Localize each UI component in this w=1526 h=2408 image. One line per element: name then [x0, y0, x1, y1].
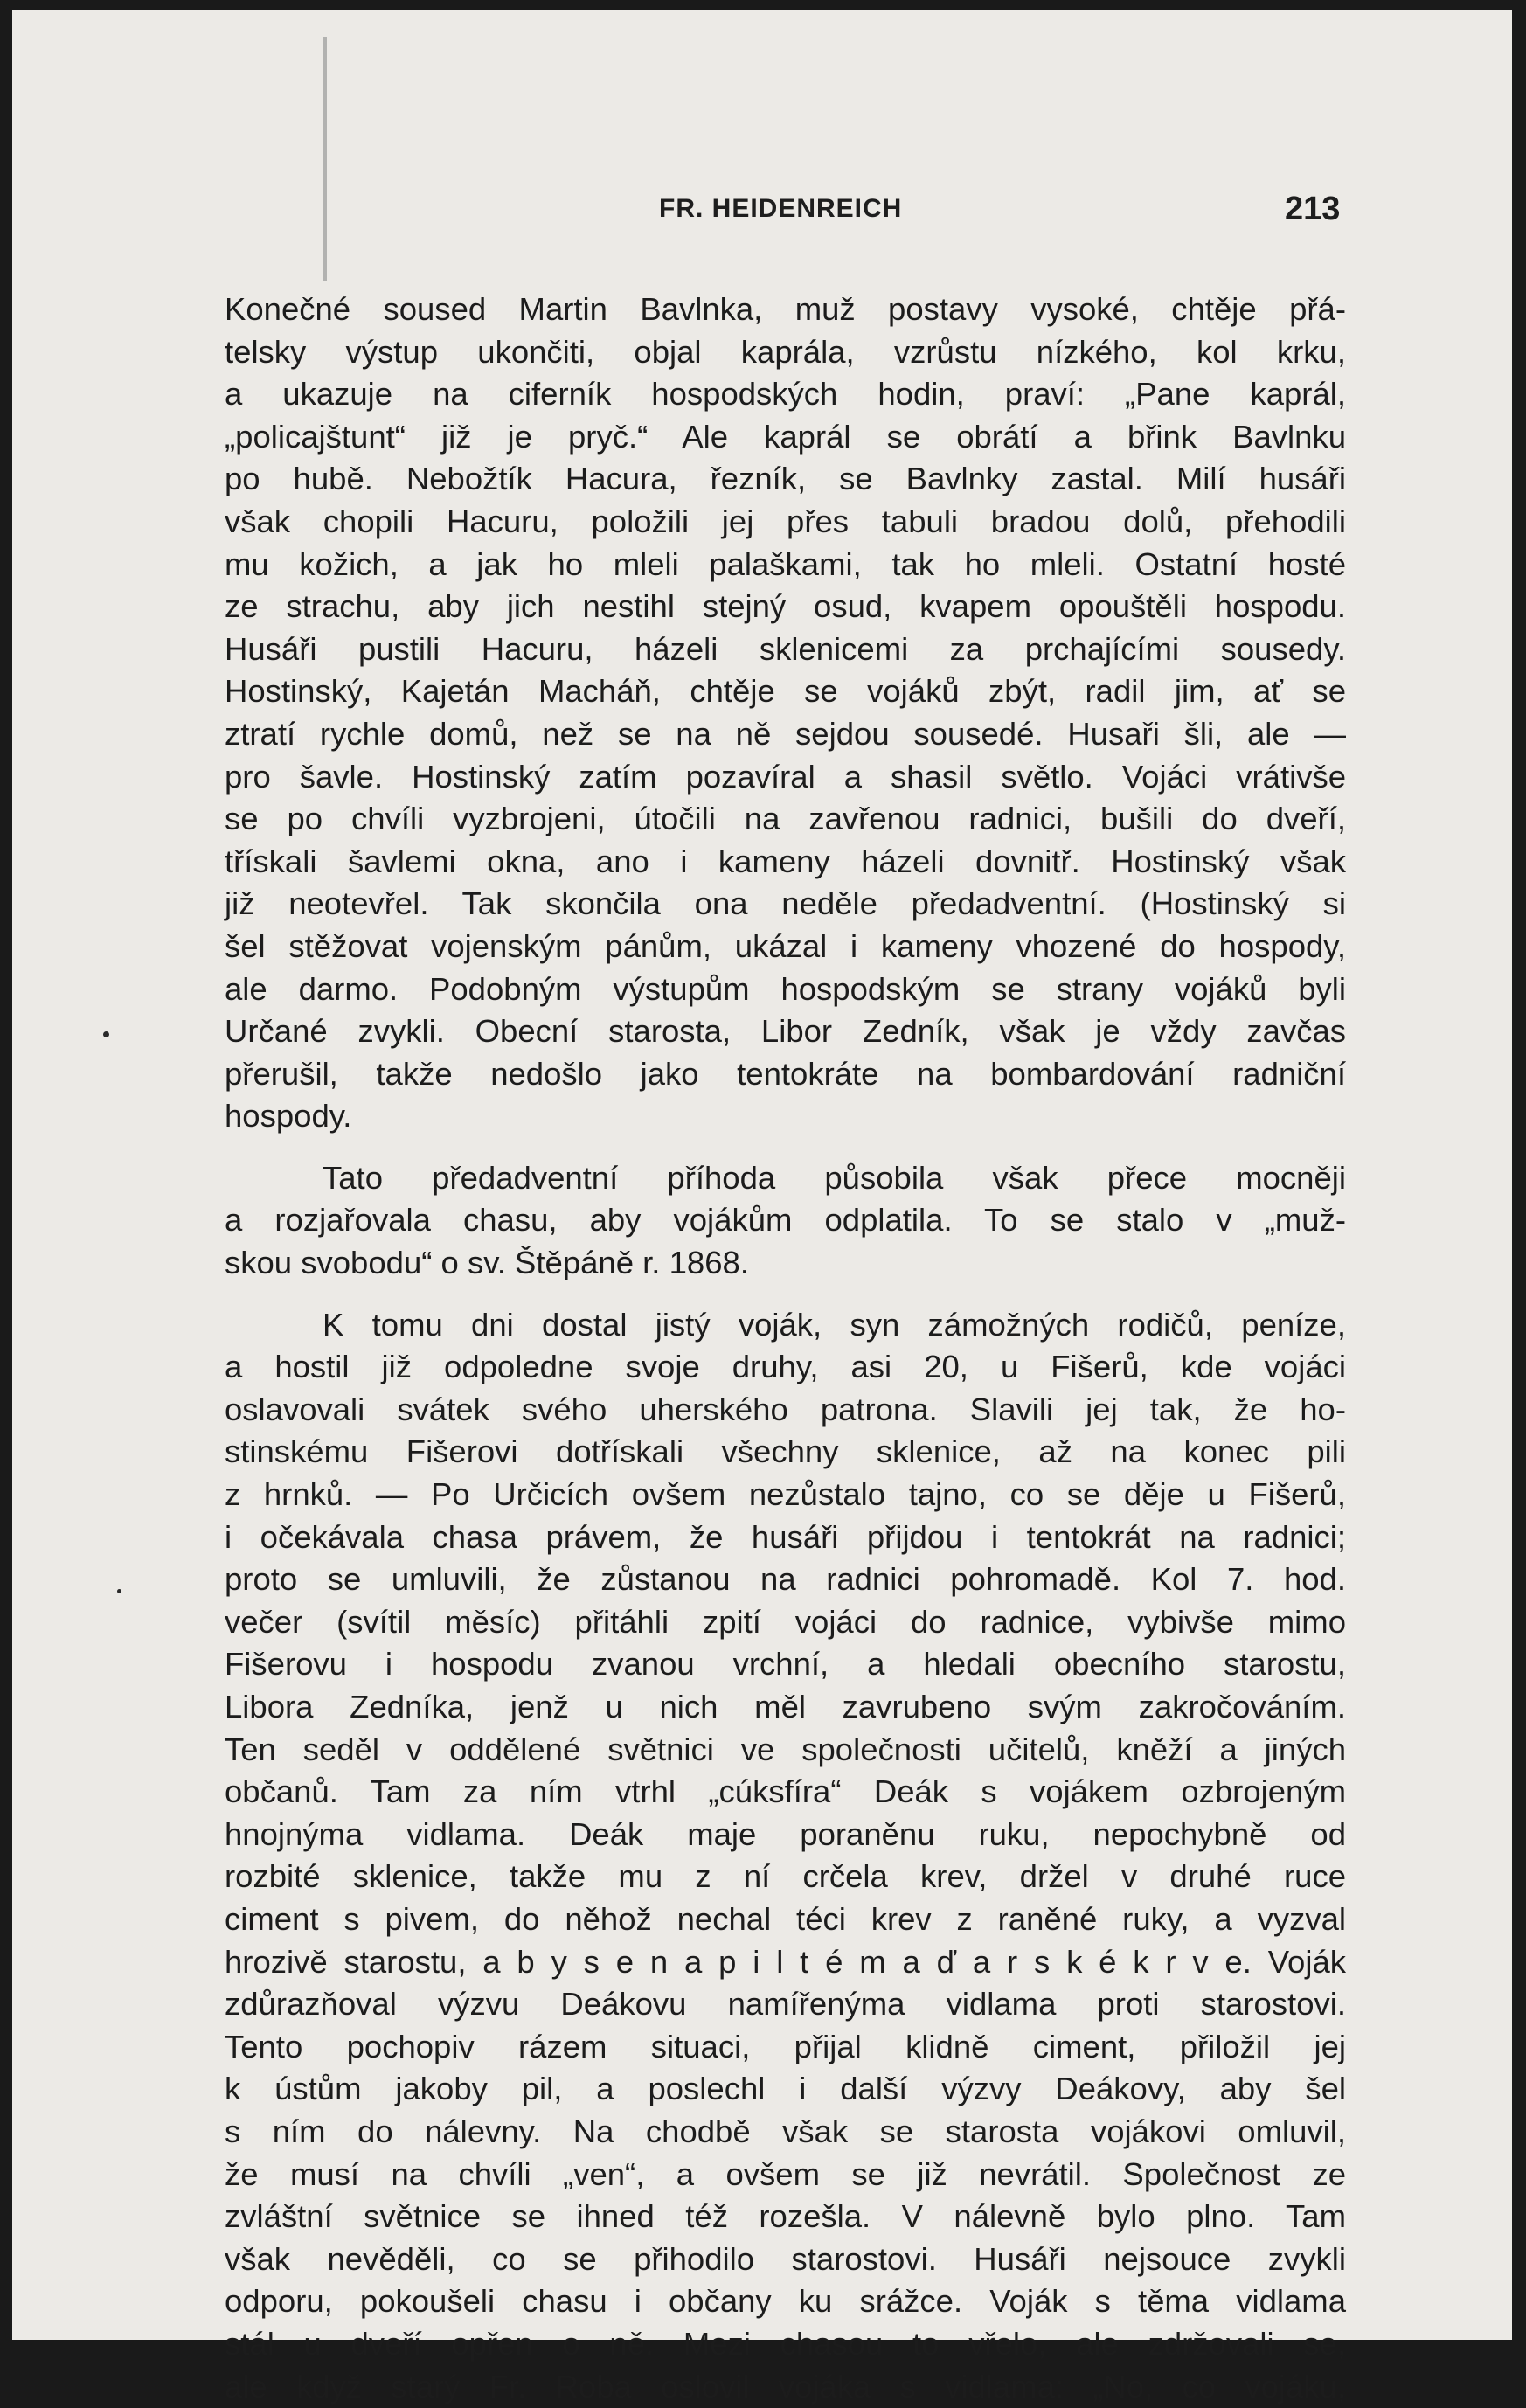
text-line: večer (svítil měsíc) přitáhli zpití vojáci do radnice, vybivše mimo: [225, 1601, 1346, 1644]
text-line: se po chvíli vyzbrojeni, útočili na zavřenou radnici, bušili do dveří,: [225, 798, 1346, 841]
text-line: po hubě. Nebožtík Hacura, řezník, se Bavlnky zastal. Milí husáři: [225, 458, 1346, 501]
author-name: FR. HEIDENREICH: [659, 194, 902, 224]
text-line: K tomu dni dostal jistý voják, syn zámožných rodičů, peníze,: [225, 1304, 1346, 1347]
text-line: ztratí rychle domů, než se na ně sejdou sousedé. Husaři šli, ale —: [225, 713, 1346, 756]
paragraph: [225, 288, 1346, 1138]
text-line: hospody.: [225, 1095, 1346, 1138]
page-number: 213: [1285, 191, 1340, 228]
text-line: a ukazuje na ciferník hospodských hodin, praví: „Pane kaprál,: [225, 373, 1346, 416]
text-line: pro šavle. Hostinský zatím pozavíral a shasil světlo. Vojáci vrátivše: [225, 756, 1346, 799]
text-line: „policajštunt“ již je pryč.“ Ale kaprál se obrátí a břink Bavlnku: [225, 416, 1346, 459]
text-line: Určané zvykli. Obecní starosta, Libor Zedník, však je vždy zavčas: [225, 1010, 1346, 1053]
body-text: [225, 288, 1346, 2408]
text-line: Fišerovu i hospodu zvanou vrchní, a hledali obecního starostu,: [225, 1643, 1346, 1686]
book-page: [12, 10, 1512, 2340]
text-line: rozbité sklenice, takže mu z ní crčela krev, držel v druhé ruce: [225, 1856, 1346, 1898]
text-line: stinskému Fišerovi dotřískali všechny sklenice, až na konec pili: [225, 1431, 1346, 1474]
paragraph: [225, 1304, 1346, 2408]
text-line: a rozjařovala chasu, aby vojákům odplatila. To se stalo v „muž-: [225, 1199, 1346, 1242]
text-line: zvláštní světnice se ihned též rozešla. V nálevně bylo plno. Tam: [225, 2196, 1346, 2238]
text-line: a hostil již odpoledne svoje druhy, asi 20, u Fišerů, kde vojáci: [225, 1346, 1346, 1389]
text-line: proto se umluvili, že zůstanou na radnici pohromadě. Kol 7. hod.: [225, 1558, 1346, 1601]
print-speck: [117, 1589, 121, 1593]
text-line: však chopili Hacuru, položili jej přes tabuli bradou dolů, přehodili: [225, 501, 1346, 544]
text-line: oslavovali svátek svého uherského patrona. Slavili jej tak, že ho-: [225, 1389, 1346, 1432]
text-line: Libora Zedníka, jenž u nich měl zavrubeno svým zakročováním.: [225, 1686, 1346, 1729]
text-line: ale darmo. Podobným výstupům hospodským se strany vojáků byli: [225, 968, 1346, 1011]
print-speck: [103, 1031, 109, 1037]
text-line: stál u dveří opřen o ně. Mezi chasou to vřelo, ale zdržovali se,: [225, 2323, 1346, 2366]
binding-shadow: [323, 37, 327, 281]
text-line: z hrnků. — Po Určicích ovšem nezůstalo tajno, co se děje u Fišerů,: [225, 1474, 1346, 1516]
text-line: mu kožich, a jak ho mleli palaškami, tak ho mleli. Ostatní hosté: [225, 544, 1346, 586]
text-line: ale když starý Fr. Roba oslovil vojáka s vidlama: „No, co vojáku,: [225, 2366, 1346, 2408]
text-line: skou svobodu“ o sv. Štěpáně r. 1868.: [225, 1242, 1346, 1285]
text-line: telsky výstup ukončiti, objal kaprála, vzrůstu nízkého, kol krku,: [225, 331, 1346, 374]
text-line: že musí na chvíli „ven“, a ovšem se již nevrátil. Společnost ze: [225, 2154, 1346, 2196]
text-line: Tento pochopiv rázem situaci, přijal klidně ciment, přiložil jej: [225, 2026, 1346, 2069]
paragraph-gap: [225, 1285, 1346, 1304]
text-line: Tato předadventní příhoda působila však přece mocněji: [225, 1157, 1346, 1200]
text-line: však nevěděli, co se přihodilo starostovi. Husáři nejsouce zvykli: [225, 2238, 1346, 2281]
text-line: k ústům jakoby pil, a poslechl i další výzvy Deákovy, aby šel: [225, 2068, 1346, 2111]
text-line: hnojnýma vidlama. Deák maje poraněnu ruku, nepochybně od: [225, 1814, 1346, 1856]
text-line: občanů. Tam za ním vtrhl „cúksfíra“ Deák s vojákem ozbrojeným: [225, 1771, 1346, 1814]
text-line: Husáři pustili Hacuru, házeli sklenicemi za prchajícími sousedy.: [225, 628, 1346, 671]
running-head: [12, 191, 1512, 243]
text-line: šel stěžovat vojenským pánům, ukázal i kameny vhozené do hospody,: [225, 926, 1346, 968]
text-line: Konečné soused Martin Bavlnka, muž postavy vysoké, chtěje přá-: [225, 288, 1346, 331]
text-line: s ním do nálevny. Na chodbě však se starosta vojákovi omluvil,: [225, 2111, 1346, 2154]
paragraph: [225, 1157, 1346, 1285]
text-line: hrozivě starostu, a b y s e n a p i l t é m a ď a r s k é k r v e. Voják: [225, 1941, 1346, 1984]
text-line: již neotevřel. Tak skončila ona neděle předadventní. (Hostinský si: [225, 883, 1346, 926]
text-line: Ten seděl v oddělené světnici ve společnosti učitelů, kněží a jiných: [225, 1729, 1346, 1772]
paragraph-gap: [225, 1138, 1346, 1157]
text-line: i očekávala chasa právem, že husáři přijdou i tentokrát na radnici;: [225, 1516, 1346, 1559]
text-line: třískali šavlemi okna, ano i kameny házeli dovnitř. Hostinský však: [225, 841, 1346, 884]
text-line: zdůrazňoval výzvu Deákovu namířenýma vidlama proti starostovi.: [225, 1983, 1346, 2026]
text-line: Hostinský, Kajetán Macháň, chtěje se vojáků zbýt, radil jim, ať se: [225, 670, 1346, 713]
text-line: ciment s pivem, do něhož nechal téci krev z raněné ruky, a vyzval: [225, 1898, 1346, 1941]
text-line: ze strachu, aby jich nestihl stejný osud, kvapem opouštěli hospodu.: [225, 586, 1346, 628]
text-line: odporu, pokoušeli chasu i občany ku srážce. Voják s těma vidlama: [225, 2280, 1346, 2323]
text-line: přerušil, takže nedošlo jako tentokráte na bombardování radniční: [225, 1053, 1346, 1096]
